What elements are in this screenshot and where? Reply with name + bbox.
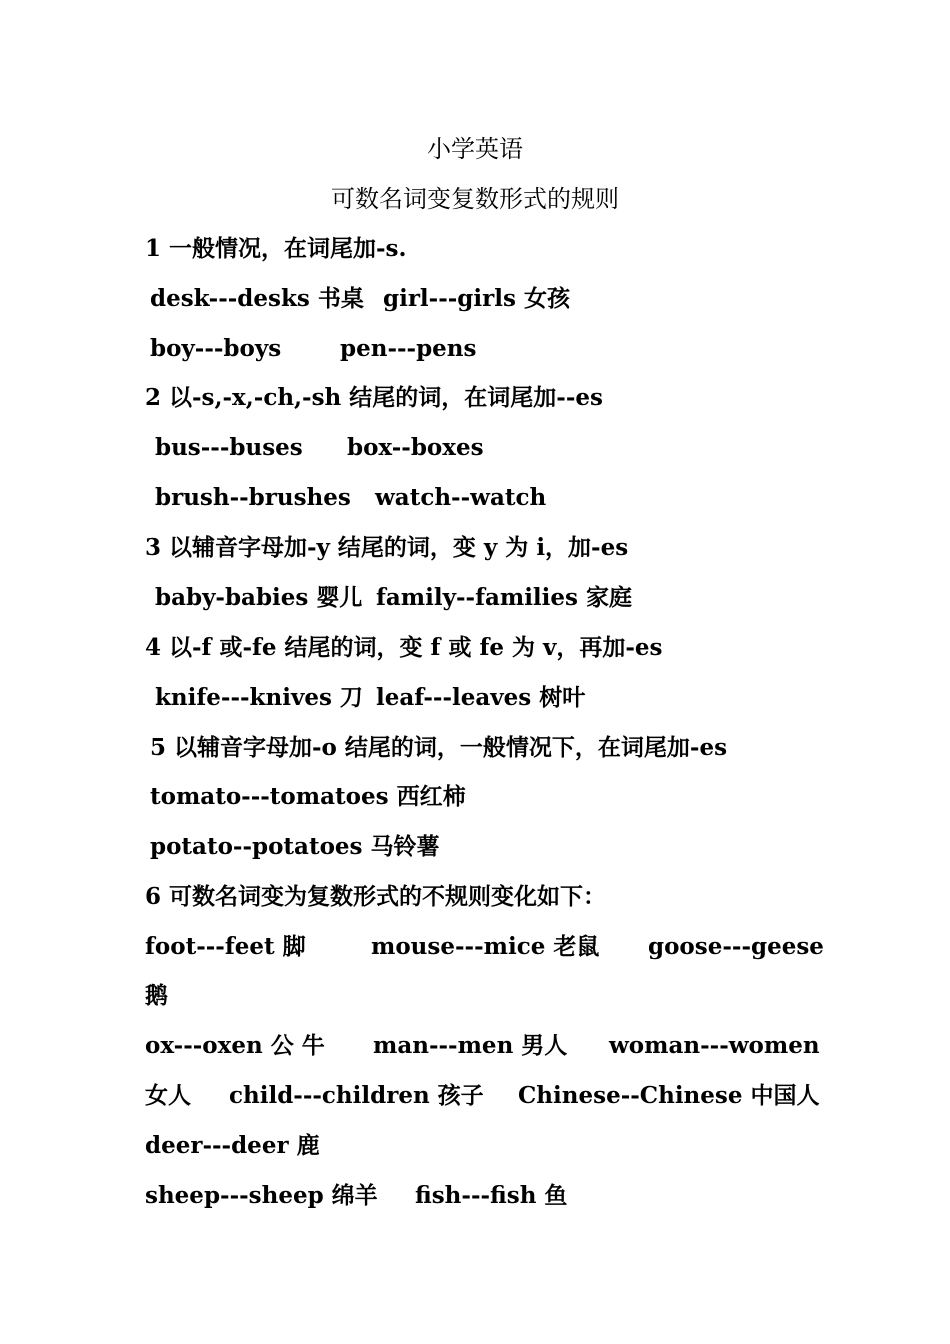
- example-item: ox---oxen 公 牛: [145, 1032, 325, 1059]
- example-item: knife---knives 刀: [155, 684, 363, 711]
- example-item: 女人: [145, 1082, 191, 1109]
- example-item: child---children 孩子: [229, 1082, 484, 1109]
- rule-1-examples-row-1: [0, 284, 950, 314]
- rule-6-examples-row-2: [0, 1031, 950, 1061]
- example-item: pen---pens: [340, 335, 477, 362]
- page-title: 小学英语: [427, 135, 523, 163]
- rule-6-examples-row-3: [0, 1081, 950, 1111]
- example-item: brush--brushes: [155, 484, 351, 511]
- example-item: fish---fish 鱼: [415, 1182, 568, 1209]
- example-item: baby-babies 婴儿: [155, 584, 363, 611]
- example-item: girl---girls 女孩: [383, 285, 570, 312]
- example-item: goose---geese: [648, 933, 824, 960]
- rule-3-heading: 3 以辅音字母加-y 结尾的词，变 y 为 i，加-es: [145, 534, 629, 561]
- page-subtitle: 可数名词变复数形式的规则: [331, 185, 619, 213]
- rule-6-examples-row-4: [0, 1181, 950, 1211]
- rule-4-examples-row-1: [0, 683, 950, 713]
- example-item: boy---boys: [150, 335, 282, 362]
- example-item: box--boxes: [347, 434, 484, 461]
- rule-2-heading: 2 以-s,-x,-ch,-sh 结尾的词，在词尾加--es: [145, 384, 603, 411]
- example-item: watch--watch: [375, 484, 547, 511]
- example-item: Chinese--Chinese 中国人: [518, 1082, 820, 1109]
- example-item: tomato---tomatoes 西红柿: [150, 783, 466, 810]
- example-item: deer---deer 鹿: [145, 1132, 320, 1159]
- example-item: foot---feet 脚: [145, 933, 306, 960]
- rule-4-heading: 4 以-f 或-fe 结尾的词，变 f 或 fe 为 v，再加-es: [145, 634, 663, 661]
- example-item: 鹅: [145, 982, 168, 1009]
- rule-1-heading: 1 一般情况，在词尾加-s.: [145, 235, 407, 262]
- rule-3-examples-row-1: [0, 583, 950, 613]
- rule-5-heading: 5 以辅音字母加-o 结尾的词，一般情况下，在词尾加-es: [150, 734, 728, 761]
- example-item: potato--potatoes 马铃薯: [150, 833, 440, 860]
- rule-1-examples-row-2: [0, 334, 950, 364]
- rule-2-examples-row-1: [0, 433, 950, 463]
- example-item: mouse---mice 老鼠: [371, 933, 600, 960]
- example-item: family--families 家庭: [376, 584, 632, 611]
- example-item: bus---buses: [155, 434, 303, 461]
- example-item: man---men 男人: [373, 1032, 568, 1059]
- example-item: woman---women: [609, 1032, 820, 1059]
- rule-2-examples-row-2: [0, 483, 950, 513]
- example-item: sheep---sheep 绵羊: [145, 1182, 378, 1209]
- rule-6-examples-row-1: [0, 932, 950, 962]
- example-item: leaf---leaves 树叶: [376, 684, 586, 711]
- example-item: desk---desks 书桌: [150, 285, 364, 312]
- rule-6-heading: 6 可数名词变为复数形式的不规则变化如下：: [145, 883, 607, 910]
